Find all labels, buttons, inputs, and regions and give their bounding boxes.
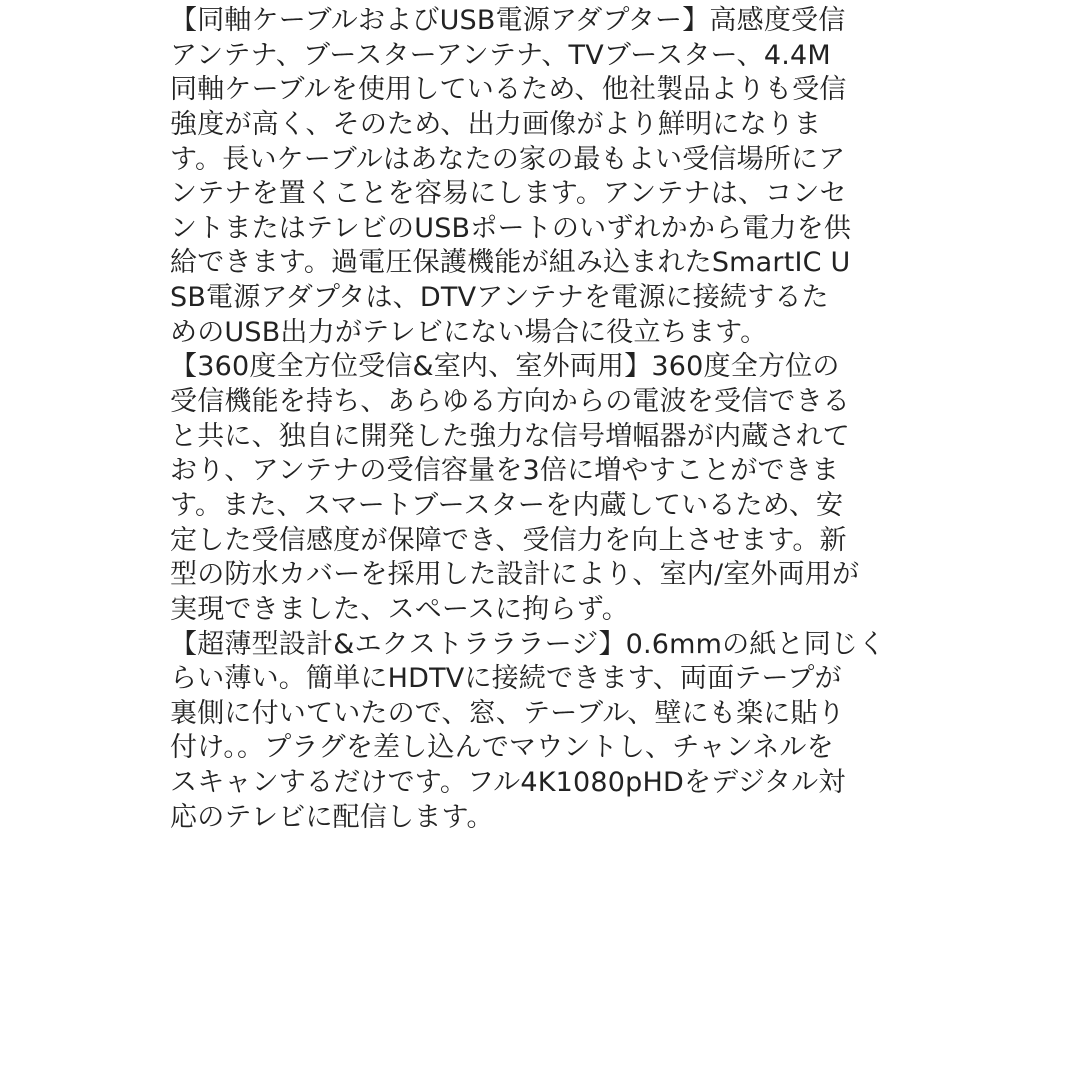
text-line: おり、アンテナの受信容量を3倍に増やすことができま <box>170 455 840 487</box>
text-line: 受信機能を持ち、あらゆる方向からの電波を受信できる <box>170 386 850 418</box>
text-line: と共に、独自に開発した強力な信号増幅器が内蔵されて <box>170 420 850 452</box>
description-text-block <box>170 4 900 835</box>
text-line: めのUSB出力がテレビにない場合に役立ちます。 <box>170 316 768 348</box>
text-line: スキャンするだけです。フル4K1080pHDをデジタル対 <box>170 767 846 799</box>
text-line: 裏側に付いていたので、窓、テーブル、壁にも楽に貼り <box>170 697 845 729</box>
text-line: す。長いケーブルはあなたの家の最もよい受信場所にア <box>170 143 846 175</box>
text-line: 応のテレビに配信します。 <box>170 801 494 833</box>
text-line: 実現できました、スペースに拘らず。 <box>170 593 629 625</box>
text-line: 【超薄型設計&エクストラララージ】0.6mmの紙と同じく <box>170 628 886 660</box>
text-line: SB電源アダプタは、DTVアンテナを電源に接続するた <box>170 282 829 314</box>
text-line: 強度が高く、そのため、出力画像がより鮮明になりま <box>170 108 822 140</box>
text-line: アンテナ、ブースターアンテナ、TVブースター、4.4M <box>170 39 831 71</box>
text-line: す。また、スマートブースターを内蔵しているため、安 <box>170 489 844 521</box>
text-line: らい薄い。簡単にHDTVに接続できます、両面テープが <box>170 663 842 695</box>
text-line: 給できます。過電圧保護機能が組み込まれたSmartIC U <box>170 247 851 279</box>
text-line: 付け。。プラグを差し込んでマウントし、チャンネルを <box>170 732 834 764</box>
text-line: ントまたはテレビのUSBポートのいずれかから電力を供 <box>170 212 852 244</box>
text-line: 定した受信感度が保障でき、受信力を向上させます。新 <box>170 524 847 556</box>
text-line: 同軸ケーブルを使用しているため、他社製品よりも受信 <box>170 74 847 106</box>
text-line: 【同軸ケーブルおよびUSB電源アダプター】高感度受信 <box>170 5 846 36</box>
text-line: 【360度全方位受信&室内、室外両用】360度全方位の <box>170 351 840 383</box>
text-line: ンテナを置くことを容易にします。アンテナは、コンセ <box>170 178 847 210</box>
text-line: 型の防水カバーを採用した設計により、室内/室外両用が <box>170 559 860 591</box>
